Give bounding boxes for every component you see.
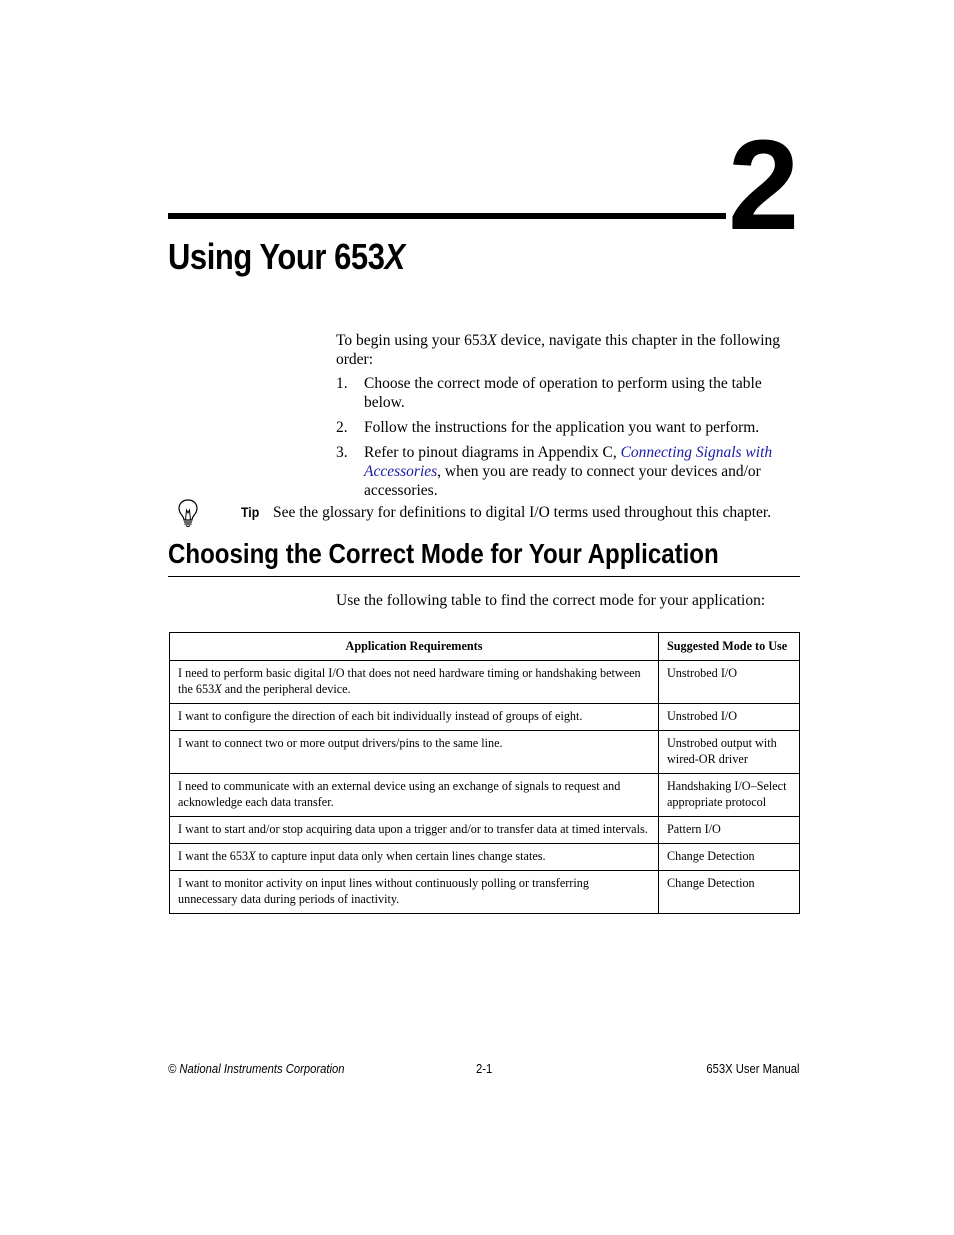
step-number: 2. <box>336 419 348 436</box>
footer-manual-title: 653X User Manual <box>706 1062 800 1076</box>
table-row <box>170 817 800 844</box>
requirement-cell <box>170 661 659 704</box>
requirement-cell <box>170 817 659 844</box>
requirement-cell <box>170 731 659 774</box>
chapter-title <box>168 236 405 278</box>
requirement-cell <box>170 844 659 871</box>
chapter-number: 2 <box>728 114 800 257</box>
chapter-title-italic: X <box>384 236 405 277</box>
req-text: I need to perform basic digital I/O that does not need hardware timing or handshaking between the 653 <box>178 666 641 696</box>
req-text: I want the 653 <box>178 849 249 863</box>
table-header-row <box>170 633 800 661</box>
req-text: I want to configure the direction of each bit individually instead of groups of eight. <box>178 709 583 723</box>
header-suggested-mode: Suggested Mode to Use <box>659 633 800 661</box>
mode-cell: Change Detection <box>659 871 800 914</box>
requirement-cell <box>170 774 659 817</box>
section-rule <box>168 576 800 577</box>
mode-cell: Unstrobed I/O <box>659 661 800 704</box>
mode-table <box>169 632 800 914</box>
table-row <box>170 731 800 774</box>
req-text-after: and the peripheral device. <box>221 682 351 696</box>
table-row <box>170 661 800 704</box>
table-row <box>170 871 800 914</box>
chapter-rule <box>168 213 726 219</box>
chapter-title-main: Using Your 653 <box>168 236 385 277</box>
step-text-before: Refer to pinout diagrams in Appendix C, <box>364 444 621 461</box>
req-text: I want to connect two or more output drivers/pins to the same line. <box>178 736 503 750</box>
step-number: 3. <box>336 444 348 461</box>
appendix-c-link[interactable]: Connecting Signals with Accessories <box>364 444 773 480</box>
mode-cell: Pattern I/O <box>659 817 800 844</box>
step-text-after: , when you are ready to connect your devices and/or accessories. <box>364 463 761 499</box>
requirement-cell <box>170 704 659 731</box>
mode-cell: Handshaking I/O–Select appropriate protocol <box>659 774 800 817</box>
header-application-requirements: Application Requirements <box>170 633 659 661</box>
list-item <box>336 374 802 412</box>
footer-page-number: 2-1 <box>476 1062 493 1076</box>
req-text: I want to monitor activity on input lines without continuously polling or transferring unnecessary data during periods of inactivity. <box>178 876 589 906</box>
tip-text: See the glossary for definitions to digital I/O terms used throughout this chapter. <box>273 504 772 521</box>
table-intro: Use the following table to find the correct mode for your application: <box>336 592 766 609</box>
intro-text-italic: X <box>487 332 497 349</box>
footer-copyright: © National Instruments Corporation <box>168 1062 345 1076</box>
intro-paragraph <box>336 331 800 369</box>
table-row <box>170 844 800 871</box>
req-text-after: to capture input data only when certain lines change states. <box>255 849 546 863</box>
step-number: 1. <box>336 375 348 392</box>
mode-cell: Change Detection <box>659 844 800 871</box>
mode-cell: Unstrobed I/O <box>659 704 800 731</box>
tip-label: Tip <box>241 504 260 520</box>
list-item <box>336 418 802 437</box>
step-text: Choose the correct mode of operation to perform using the table below. <box>364 375 762 411</box>
lightbulb-icon <box>176 498 200 528</box>
requirement-cell <box>170 871 659 914</box>
intro-text-after: device, navigate this chapter in the following order: <box>336 332 781 368</box>
step-text: Follow the instructions for the application you want to perform. <box>364 419 760 436</box>
table-row <box>170 774 800 817</box>
req-text: I want to start and/or stop acquiring data upon a trigger and/or to transfer data at timed intervals. <box>178 822 648 836</box>
mode-cell: Unstrobed output with wired-OR driver <box>659 731 800 774</box>
req-italic: X <box>214 682 222 696</box>
list-item <box>336 443 802 500</box>
steps-list <box>336 374 802 506</box>
table-row <box>170 704 800 731</box>
intro-text-before: To begin using your 653 <box>336 332 488 349</box>
req-text: I need to communicate with an external device using an exchange of signals to request and acknowledge each data transfer. <box>178 779 621 809</box>
req-italic: X <box>248 849 256 863</box>
section-title: Choosing the Correct Mode for Your Application <box>168 538 719 569</box>
